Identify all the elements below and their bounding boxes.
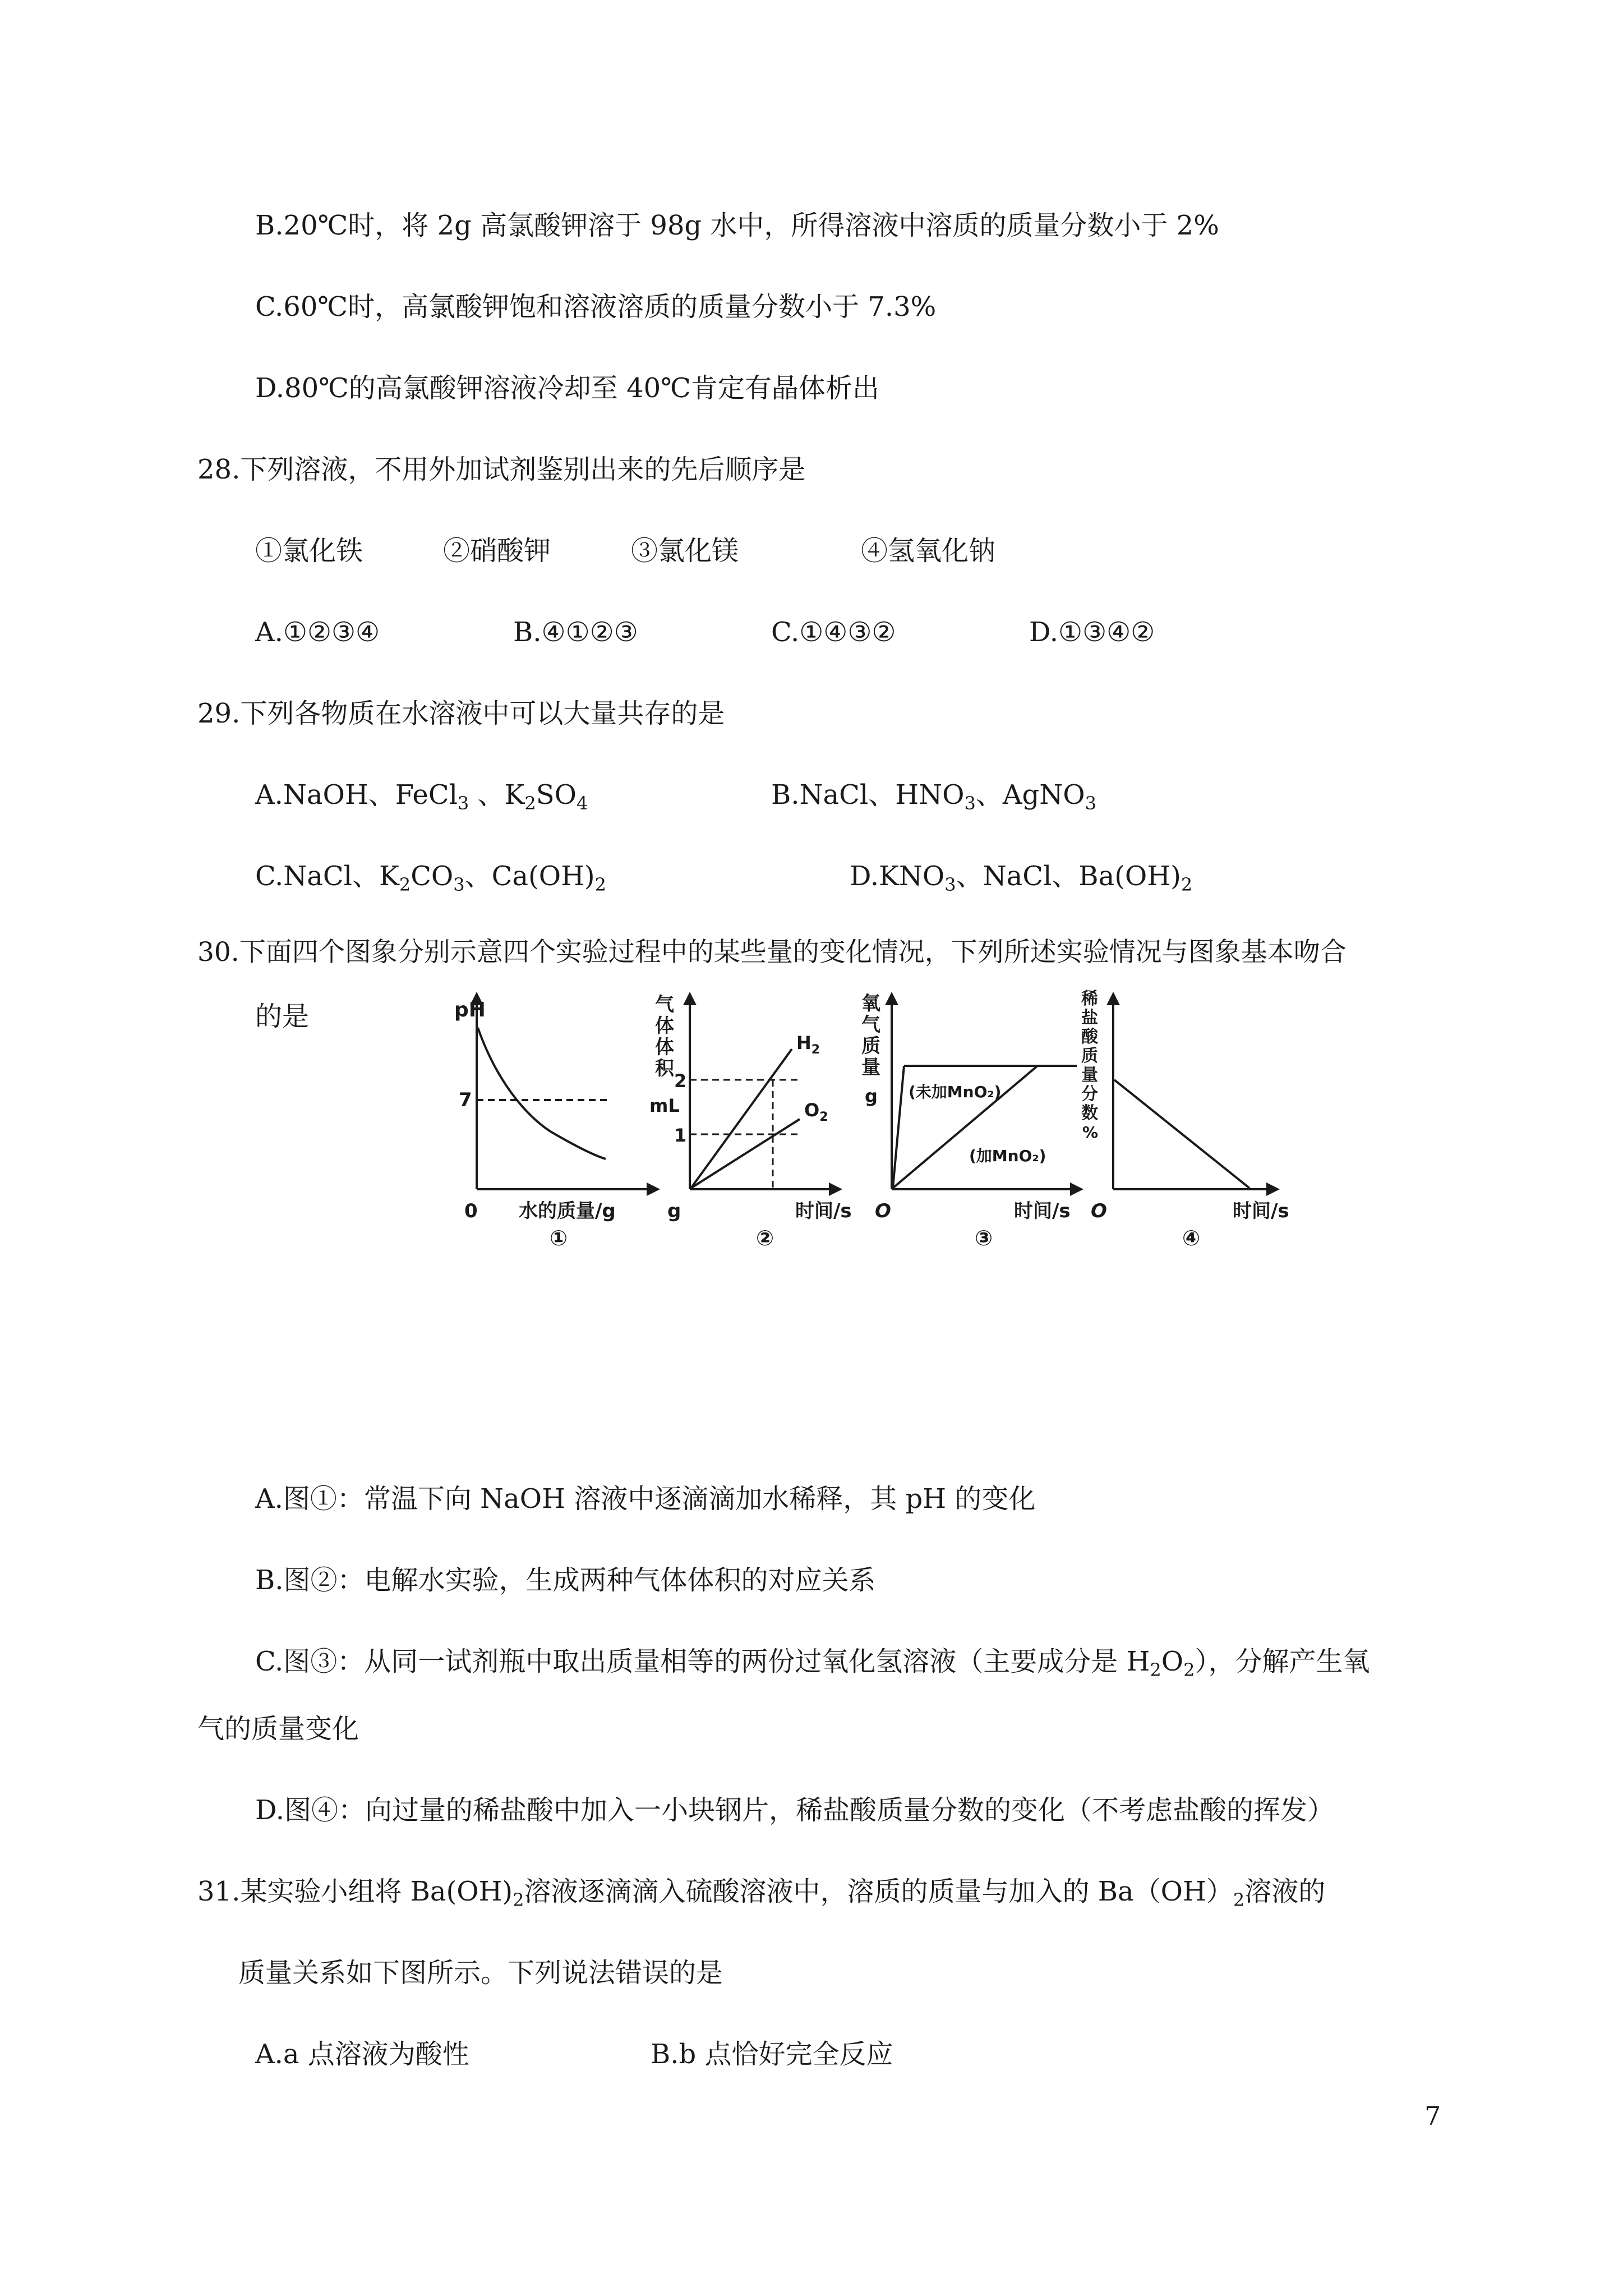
q28-option-b: B.④①②③ xyxy=(513,616,638,648)
graph1-curve xyxy=(478,1028,606,1159)
graph4-origin: O xyxy=(1091,1200,1107,1222)
q31-stem-line1: 31.某实验小组将 $Ba(OH)_2$溶液逐滴滴入硫酸溶液中，溶质的质量与加入的 $Ba(OH)_2$溶液的 xyxy=(197,1876,1326,1911)
graph3-origin: O xyxy=(875,1200,891,1222)
graph-2 xyxy=(649,993,852,1250)
graph4-ylabel-7: 数 xyxy=(1081,1103,1098,1123)
graph4-ylabel-2: 盐 xyxy=(1081,1008,1098,1028)
graph2-number: ② xyxy=(756,1226,774,1250)
graph1-ylabel: pH xyxy=(454,999,486,1022)
graph4-ylabel-6: 分 xyxy=(1081,1084,1098,1104)
page-number: 7 xyxy=(1424,2101,1441,2131)
graph4-number: ④ xyxy=(1182,1226,1201,1250)
q30-option-b: B.图②：电解水实验，生成两种气体体积的对应关系 xyxy=(255,1565,876,1596)
graph2-h2-line xyxy=(691,1049,792,1188)
graph3-xlabel: 时间/s xyxy=(1014,1200,1071,1222)
graph3-ylabel-unit: g xyxy=(865,1085,878,1107)
graph2-ylabel-4: 积 xyxy=(655,1057,674,1080)
graph3-ylabel-2: 气 xyxy=(861,1014,880,1036)
graph4-ylabel-8: % xyxy=(1082,1123,1099,1142)
graph3-ylabel-1: 氧 xyxy=(861,992,880,1015)
graph2-o2-label: $O_2$ xyxy=(804,1099,828,1124)
graph2-xlabel: 时间/s xyxy=(795,1200,852,1222)
q31-option-a: A.a 点溶液为酸性 xyxy=(255,2039,469,2070)
q27-option-c: C.60℃时，高氯酸钾饱和溶液溶质的质量分数小于 7.3% xyxy=(255,291,937,323)
q29-stem: 29.下列各物质在水溶液中可以大量共存的是 xyxy=(197,698,725,729)
graph-1 xyxy=(454,999,653,1250)
graph-3 xyxy=(861,992,1077,1250)
q28-stem: 28.下列溶液，不用外加试剂鉴别出来的先后顺序是 xyxy=(197,454,806,485)
graph4-ylabel-5: 量 xyxy=(1081,1065,1098,1085)
graph2-h2-label: $H_2$ xyxy=(796,1032,820,1057)
q29-option-d: $D.KNO_3$、NaCl、$Ba(OH)_2$ xyxy=(850,861,1193,895)
graph3-ylabel-3: 质 xyxy=(861,1035,880,1057)
q30-option-c-line2: 气的质量变化 xyxy=(197,1713,359,1745)
q30-stem-line1: 30.下面四个图象分别示意四个实验过程中的某些量的变化情况，下列所述实验情况与图象基本吻合 xyxy=(197,937,1347,968)
graph4-ylabel-4: 质 xyxy=(1081,1046,1098,1066)
q31-option-b: B.b 点恰好完全反应 xyxy=(651,2039,893,2070)
graph4-ylabel-3: 酸 xyxy=(1081,1027,1098,1047)
q28-item-2: ②硝酸钾 xyxy=(443,535,551,567)
graph2-ylabel-3: 体 xyxy=(655,1036,674,1059)
q31-stem-line2: 质量关系如下图所示。下列说法错误的是 xyxy=(238,1957,723,1989)
q30-graphs xyxy=(443,987,1295,1257)
graph3-label-no-mno2: (未加MnO₂) xyxy=(909,1083,1002,1101)
graph3-line-no-mno2 xyxy=(893,1066,904,1188)
q28-option-d: D.①③④② xyxy=(1029,616,1155,648)
q30-stem-line2: 的是 xyxy=(255,1001,310,1032)
graph3-label-mno2: (加MnO₂) xyxy=(969,1147,1046,1165)
graph-4 xyxy=(1081,989,1289,1250)
q27-option-b: B.20℃时，将 2g 高氯酸钾溶于 98g 水中，所得溶液中溶质的质量分数小于 2% xyxy=(255,210,1219,241)
q28-option-a: A.①②③④ xyxy=(255,616,380,648)
graph1-origin: 0 xyxy=(464,1200,478,1222)
q29-option-a: A.NaOH、FeCl$_3$ 、$K_2SO_4$ xyxy=(255,779,588,814)
graph4-xlabel: 时间/s xyxy=(1233,1200,1289,1222)
graph2-ylabel-2: 体 xyxy=(655,1015,674,1037)
q29-option-c: C.NaCl、$K_2CO_3$、$Ca(OH)_2$ xyxy=(255,861,607,895)
graph4-line xyxy=(1114,1080,1249,1188)
graph2-ylabel-1: 气 xyxy=(655,993,674,1016)
graph2-y1: 1 xyxy=(674,1125,687,1146)
q28-item-4: ④氢氧化钠 xyxy=(861,535,996,567)
q28-item-1: ①氯化铁 xyxy=(255,535,363,567)
graph1-y7: 7 xyxy=(459,1089,472,1111)
graph1-number: ① xyxy=(550,1226,568,1250)
graph1-xlabel: 水的质量/g xyxy=(519,1200,616,1222)
q30-option-c-line1: C.图③：从同一试剂瓶中取出质量相等的两份过氧化氢溶液（主要成分是 $H_2O_2$），分解产生氧 xyxy=(255,1646,1370,1681)
graph2-y2: 2 xyxy=(674,1070,687,1092)
q27-option-d: D.80℃的高氯酸钾溶液冷却至 40℃肯定有晶体析出 xyxy=(255,372,879,404)
graph2-o2-line xyxy=(691,1119,800,1188)
graph2-ylabel-unit: mL xyxy=(649,1095,680,1116)
q30-option-a: A.图①：常温下向 NaOH 溶液中逐滴滴加水稀释，其 pH 的变化 xyxy=(255,1483,1036,1515)
q29-option-b: B.NaCl、$HNO_3$、AgNO$_3$ xyxy=(771,779,1096,814)
graph3-number: ③ xyxy=(975,1226,993,1250)
graph4-ylabel-1: 稀 xyxy=(1081,989,1098,1009)
q28-item-3: ③氯化镁 xyxy=(631,535,739,567)
q30-option-d: D.图④：向过量的稀盐酸中加入一小块钢片，稀盐酸质量分数的变化（不考虑盐酸的挥发） xyxy=(255,1795,1335,1826)
graph3-ylabel-4: 量 xyxy=(861,1056,880,1079)
graph2-origin: g xyxy=(667,1200,681,1222)
q28-option-c: C.①④③② xyxy=(771,616,896,648)
